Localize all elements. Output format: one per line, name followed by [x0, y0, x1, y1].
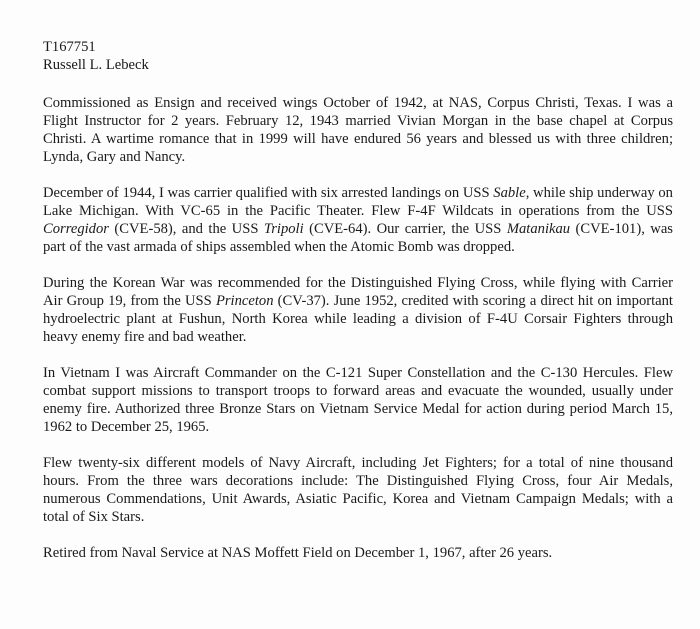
ship-name-corregidor: Corregidor: [43, 221, 109, 237]
paragraph-korea-text-2: (CV-37). June 1952, credited with scoring a direct hit on important hydroelectric plant at Fushun, North Korea while leading a division of F-4U Corsair Fighters through heavy enemy fire and bad weather.: [43, 293, 673, 345]
paragraph-carrier-text-2: , while ship underway on Lake Michigan. With VC-65 in the Pacific Theater. Flew F-4F Wildcats in operations from the USS: [43, 185, 673, 219]
ship-name-tripoli: Tripoli: [263, 221, 304, 237]
author-name: Russell L. Lebeck: [43, 57, 149, 73]
paragraph-decorations: Flew twenty-six different models of Navy Aircraft, including Jet Fighters; for a total of nine thousand hours. From the three wars decorations include: The Distinguished Flying Cross, four Air Medals, numerous Commendations, Unit Awards, Asiatic Pacific, Korea and Vietnam Campaign Medals; with a total of Six Stars.: [43, 455, 673, 525]
ship-name-matanikau: Matanikau: [506, 221, 571, 237]
paragraph-carrier-text-5: (CVE-101), was part of the vast armada of ships assembled when the Atomic Bomb was dropped.: [43, 221, 673, 255]
paragraph-korean-war: [43, 274, 673, 346]
document-body: [43, 38, 673, 562]
document-id: T167751: [43, 39, 96, 55]
paragraph-commission: Commissioned as Ensign and received wings October of 1942, at NAS, Corpus Christi, Texas. I was a Flight Instructor for 2 years. February 12, 1943 married Vivian Morgan in the base chapel at Corpus Christi. A wartime romance that in 1999 will have endured 56 years and blessed us with three children; Lynda, Gary and Nancy.: [43, 95, 673, 165]
ship-name-sable: Sable: [493, 185, 526, 201]
paragraph-carrier-text-4: (CVE-64). Our carrier, the USS: [303, 221, 507, 237]
paragraph-korea-text-1: During the Korean War was recommended for the Distinguished Flying Cross, while flying with Carrier Air Group 19, from the USS: [43, 275, 673, 309]
ship-name-princeton: Princeton: [215, 293, 274, 309]
paragraph-carrier-service: [43, 184, 673, 256]
paragraph-carrier-text-1: December of 1944, I was carrier qualified with six arrested landings on USS: [43, 185, 494, 201]
paragraph-vietnam: In Vietnam I was Aircraft Commander on the C-121 Super Constellation and the C-130 Hercules. Flew combat support missions to transport troops to forward areas and evacuate the wounded, usually under enemy fire. Authorized three Bronze Stars on Vietnam Service Medal for action during period March 15, 1962 to December 25, 1965.: [43, 365, 673, 435]
paragraph-retirement: Retired from Naval Service at NAS Moffett Field on December 1, 1967, after 26 years.: [43, 545, 553, 561]
paragraph-carrier-text-3: (CVE-58), and the USS: [108, 221, 264, 237]
